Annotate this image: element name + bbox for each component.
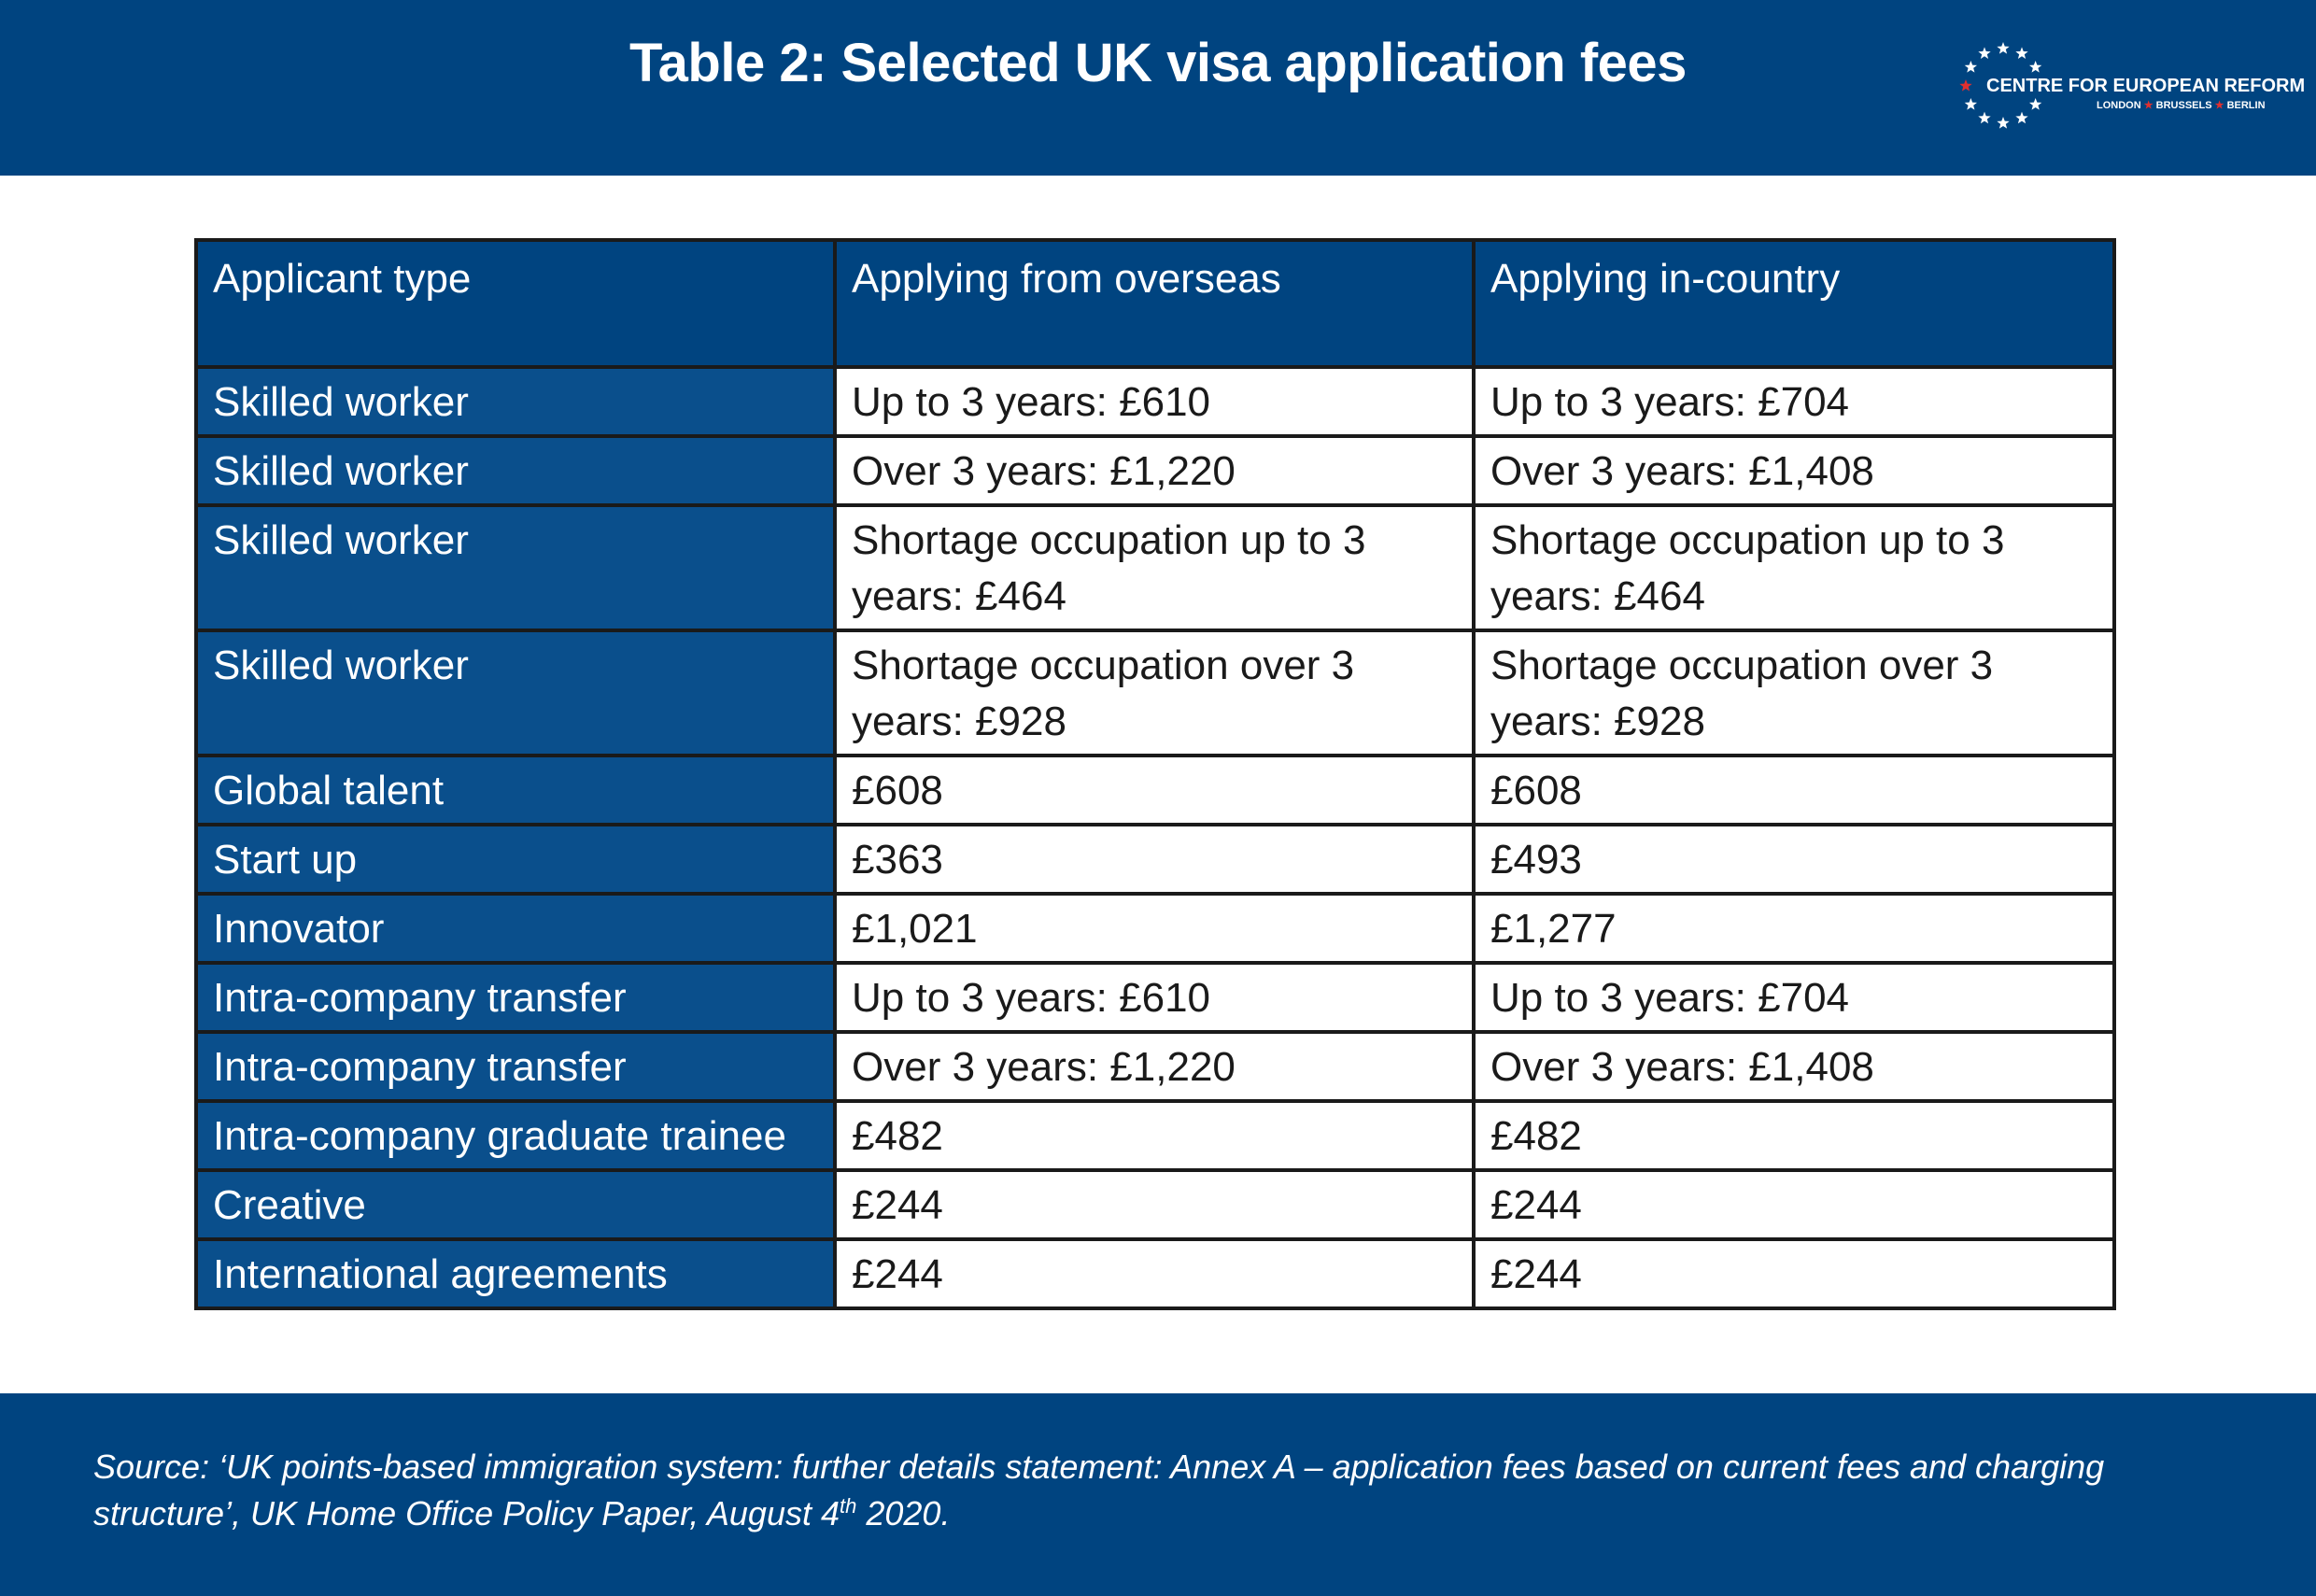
- cell-in-country-fee: Shortage occupation up to 3 years: £464: [1474, 505, 2114, 630]
- table-body: [196, 367, 2114, 1308]
- cell-applicant-type: Skilled worker: [196, 367, 835, 436]
- table-row: [196, 1101, 2114, 1170]
- cell-overseas-fee: £1,021: [835, 894, 1474, 963]
- table-row: [196, 756, 2114, 825]
- logo-star-icon: [1997, 117, 2009, 129]
- table-row: [196, 367, 2114, 436]
- table-row: [196, 894, 2114, 963]
- header-band: [0, 0, 2316, 176]
- cell-overseas-fee: £608: [835, 756, 1474, 825]
- cell-in-country-fee: £244: [1474, 1239, 2114, 1308]
- visa-fees-table-wrapper: [194, 238, 2112, 1310]
- cell-overseas-fee: £244: [835, 1239, 1474, 1308]
- table-row: [196, 963, 2114, 1032]
- cell-overseas-fee: Up to 3 years: £610: [835, 963, 1474, 1032]
- logo-star-icon: [1965, 61, 1977, 73]
- logo-star-icon: [2015, 47, 2027, 59]
- table-row: [196, 630, 2114, 756]
- cell-overseas-fee: £244: [835, 1170, 1474, 1239]
- cell-in-country-fee: Shortage occupation over 3 years: £928: [1474, 630, 2114, 756]
- column-header-in-country: Applying in-country: [1474, 240, 2114, 367]
- source-text-end: 2020.: [856, 1494, 951, 1532]
- cell-in-country-fee: £482: [1474, 1101, 2114, 1170]
- cell-applicant-type: Start up: [196, 825, 835, 894]
- visa-fees-table: [194, 238, 2116, 1310]
- logo-cities: [2097, 99, 2266, 112]
- cer-logo: [1956, 37, 2306, 140]
- table-row: [196, 436, 2114, 505]
- cell-in-country-fee: £493: [1474, 825, 2114, 894]
- cell-in-country-fee: Over 3 years: £1,408: [1474, 436, 2114, 505]
- table-row: [196, 1032, 2114, 1101]
- cell-in-country-fee: £608: [1474, 756, 2114, 825]
- logo-star-icon: [2029, 61, 2041, 73]
- cell-applicant-type: Intra-company transfer: [196, 1032, 835, 1101]
- logo-star-icon: [1978, 112, 1990, 124]
- logo-star-icon: [1978, 47, 1990, 59]
- column-header-overseas: Applying from overseas: [835, 240, 1474, 367]
- cell-applicant-type: Skilled worker: [196, 505, 835, 630]
- logo-city-london: LONDON: [2097, 100, 2141, 111]
- cell-overseas-fee: Shortage occupation over 3 years: £928: [835, 630, 1474, 756]
- table-row: [196, 1239, 2114, 1308]
- logo-city-brussels: BRUSSELS: [2155, 100, 2212, 111]
- table-header-row: [196, 240, 2114, 367]
- table-row: [196, 1170, 2114, 1239]
- cell-in-country-fee: Over 3 years: £1,408: [1474, 1032, 2114, 1101]
- logo-city-berlin: BERLIN: [2226, 100, 2266, 111]
- cell-overseas-fee: Over 3 years: £1,220: [835, 1032, 1474, 1101]
- cell-overseas-fee: Over 3 years: £1,220: [835, 436, 1474, 505]
- cell-in-country-fee: Up to 3 years: £704: [1474, 367, 2114, 436]
- logo-star-icon: [2029, 98, 2041, 110]
- cell-overseas-fee: Up to 3 years: £610: [835, 367, 1474, 436]
- cell-applicant-type: Global talent: [196, 756, 835, 825]
- cell-applicant-type: Skilled worker: [196, 630, 835, 756]
- footer-band: [0, 1393, 2316, 1596]
- cell-in-country-fee: £1,277: [1474, 894, 2114, 963]
- logo-star-icon: [1965, 98, 1977, 110]
- cell-overseas-fee: £482: [835, 1101, 1474, 1170]
- logo-star-icon: [1959, 79, 1971, 92]
- column-header-applicant-type: Applicant type: [196, 240, 835, 367]
- cell-applicant-type: Intra-company graduate trainee: [196, 1101, 835, 1170]
- cell-overseas-fee: Shortage occupation up to 3 years: £464: [835, 505, 1474, 630]
- red-star-separator-icon: ★: [2143, 100, 2154, 111]
- source-text: Source: ‘UK points-based immigration system: further details statement: Annex A – application fees based on current fees and charging structure’, UK Home Office Policy Paper, August 4: [93, 1448, 2105, 1532]
- table-row: [196, 825, 2114, 894]
- cell-applicant-type: Creative: [196, 1170, 835, 1239]
- logo-star-icon: [2015, 112, 2027, 124]
- cell-in-country-fee: £244: [1474, 1170, 2114, 1239]
- cell-applicant-type: International agreements: [196, 1239, 835, 1308]
- source-note: [93, 1444, 2241, 1537]
- cell-in-country-fee: Up to 3 years: £704: [1474, 963, 2114, 1032]
- cell-applicant-type: Innovator: [196, 894, 835, 963]
- cell-applicant-type: Skilled worker: [196, 436, 835, 505]
- logo-name: CENTRE FOR EUROPEAN REFORM: [1986, 76, 2306, 96]
- source-superscript: th: [840, 1494, 857, 1518]
- page-title: Table 2: Selected UK visa application fees: [629, 33, 1687, 93]
- cell-applicant-type: Intra-company transfer: [196, 963, 835, 1032]
- cell-overseas-fee: £363: [835, 825, 1474, 894]
- logo-star-icon: [1997, 42, 2009, 54]
- table-row: [196, 505, 2114, 630]
- red-star-separator-icon: ★: [2214, 100, 2224, 111]
